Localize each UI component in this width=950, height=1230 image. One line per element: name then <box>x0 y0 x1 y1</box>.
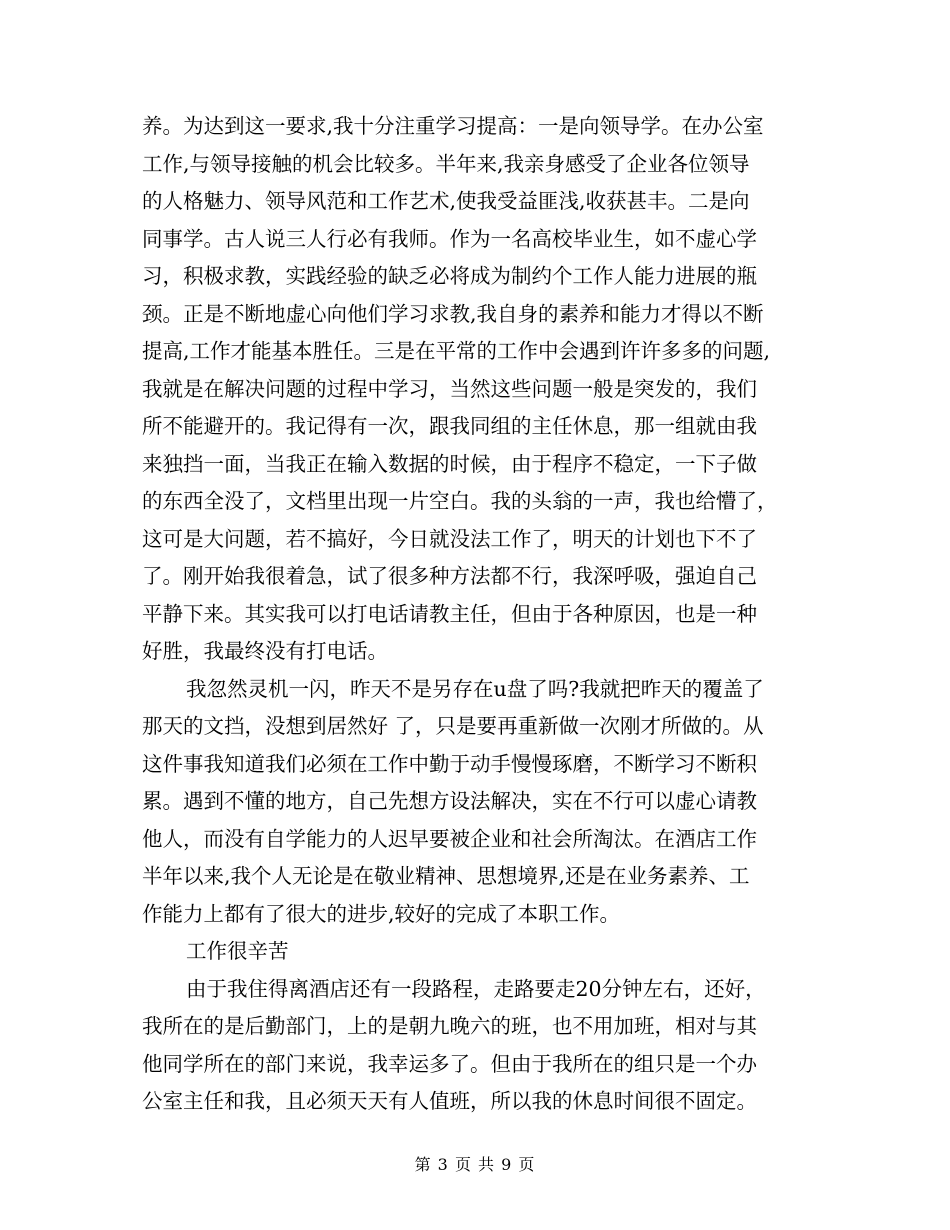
text-line: 了。刚开始我很着急，试了很多种方法都不行，我深呼吸，强迫自己 <box>142 564 757 588</box>
text-line: 颈。正是不断地虚心向他们学习求教,我自身的素养和能力才得以不断 <box>142 301 764 326</box>
page-footer: 第 3 页 共 9 页 <box>414 1155 536 1174</box>
text-line: 工作,与领导接触的机会比较多。半年来,我亲身感受了企业各位领导 <box>142 151 750 176</box>
text-line: 的人格魅力、领导风范和工作艺术,使我受益匪浅,收获甚丰。二是向 <box>142 189 750 213</box>
text-line: 这件事我知道我们必须在工作中勤于动手慢慢琢磨，不断学习不断积 <box>142 751 757 776</box>
text-line: 来独挡一面，当我正在输入数据的时候，由于程序不稳定，一下子做 <box>142 451 757 476</box>
text-line: 工作很辛苦 <box>186 939 289 963</box>
text-line: 习，积极求教，实践经验的缺乏必将成为制约个工作人能力进展的瓶 <box>142 264 757 288</box>
text-line: 平静下来。其实我可以打电话请教主任，但由于各种原因，也是一种 <box>142 601 757 626</box>
text-line: 那天的文挡，没想到居然好 了，只是要再重新做一次刚才所做的。从 <box>142 714 764 738</box>
text-line: 我忽然灵机一闪，昨天不是另存在u盘了吗?我就把昨天的覆盖了 <box>186 676 764 701</box>
text-line: 我所在的是后勤部门，上的是朝九晚六的班，也不用加班，相对与其 <box>142 1014 757 1038</box>
text-line: 这可是大问题，若不搞好，今日就没法工作了，明天的计划也下不了 <box>142 526 757 551</box>
text-line: 养。为达到这一要求,我十分注重学习提高：一是向领导学。在办公室 <box>142 114 764 138</box>
text-line: 我就是在解决问题的过程中学习，当然这些问题一般是突发的，我们 <box>142 376 757 401</box>
text-line: 所不能避开的。我记得有一次，跟我同组的主任休息，那一组就由我 <box>142 414 757 438</box>
text-line: 作能力上都有了很大的进步,较好的完成了本职工作。 <box>142 901 621 926</box>
text-line: 由于我住得离酒店还有一段路程，走路要走20分钟左右，还好， <box>186 976 766 1001</box>
text-line: 半年以来,我个人无论是在敬业精神、思想境界,还是在业务素养、工 <box>142 864 750 888</box>
text-line: 提高,工作才能基本胜任。三是在平常的工作中会遇到许许多多的问题, <box>142 339 771 363</box>
document-body <box>142 108 822 1121</box>
text-line: 同事学。古人说三人行必有我师。作为一名高校毕业生，如不虚心学 <box>142 226 757 251</box>
text-line: 公室主任和我，且必须天天有人值班，所以我的休息时间很不固定。 <box>142 1089 757 1113</box>
text-line: 他同学所在的部门来说，我幸运多了。但由于我所在的组只是一个办 <box>142 1051 757 1076</box>
text-line: 他人，而没有自学能力的人迟早要被企业和社会所淘汰。在酒店工作 <box>142 826 757 851</box>
text-line: 的东西全没了，文档里出现一片空白。我的头翁的一声，我也给懵了， <box>142 489 778 513</box>
text-line: 累。遇到不懂的地方，自己先想方设法解决，实在不行可以虚心请教 <box>142 789 757 813</box>
text-line: 好胜，我最终没有打电话。 <box>142 639 388 663</box>
